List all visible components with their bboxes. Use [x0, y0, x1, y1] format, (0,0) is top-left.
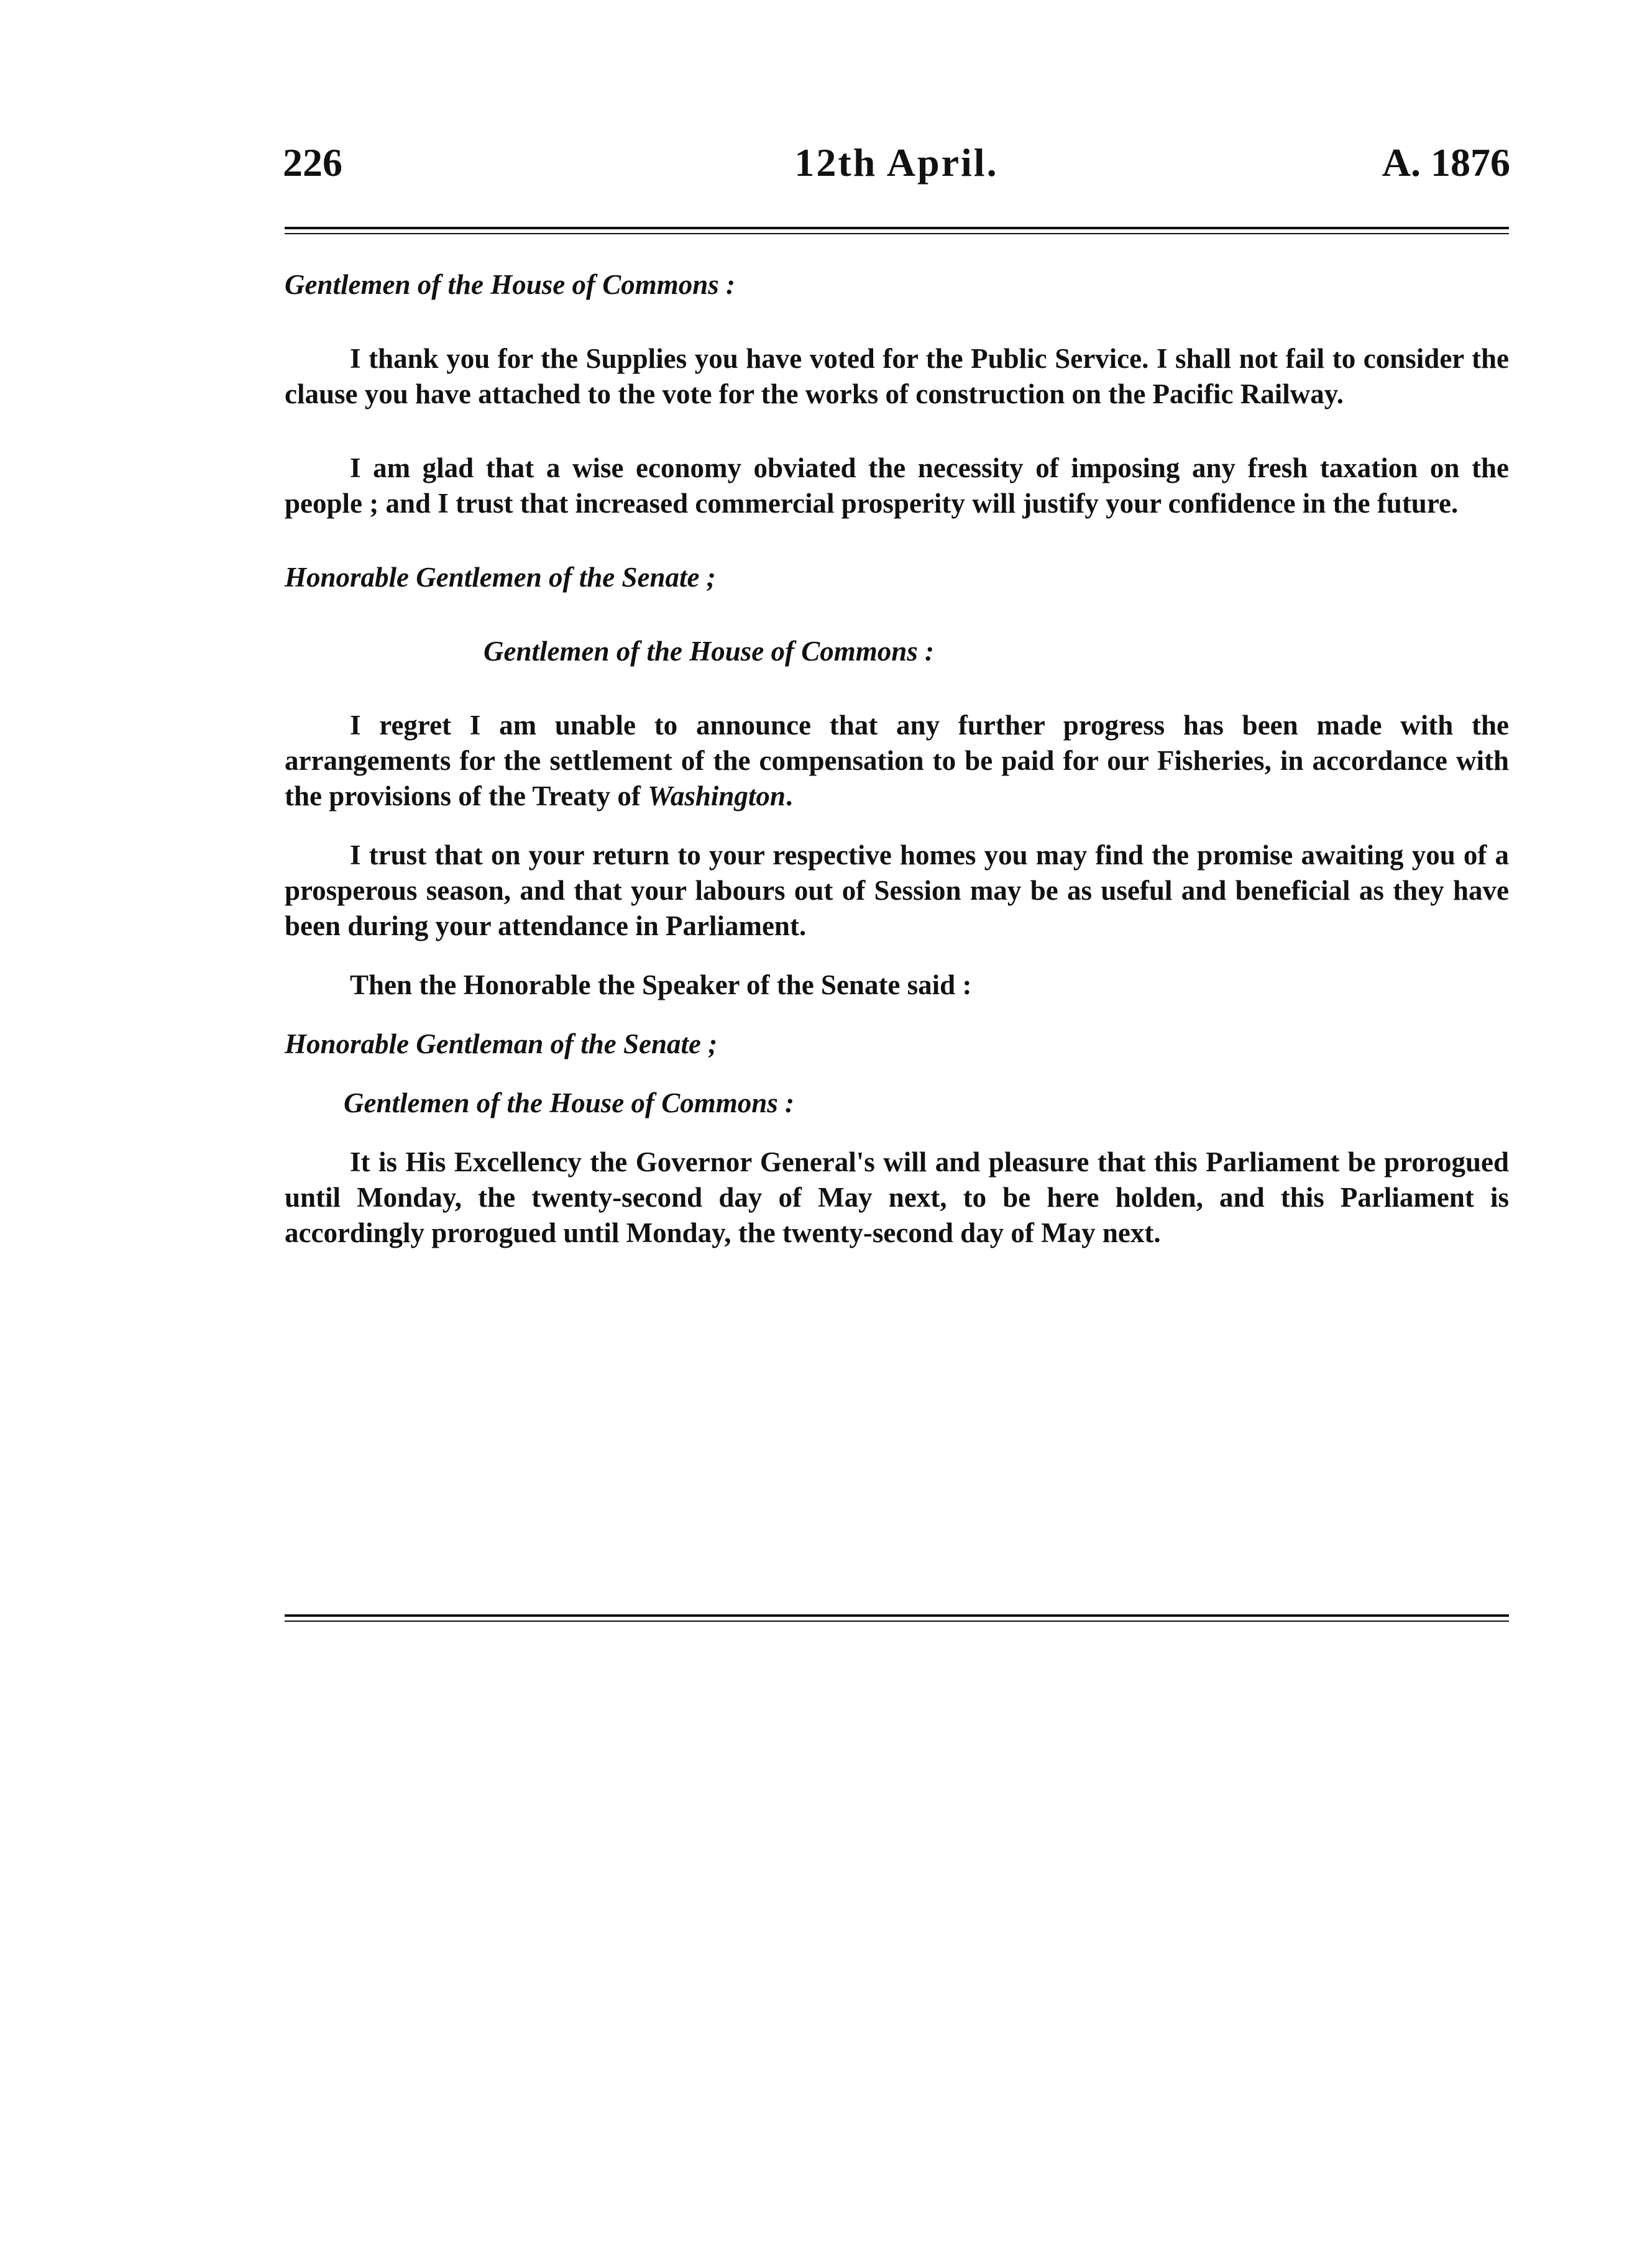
address-commons: Gentlemen of the House of Commons : — [344, 1087, 795, 1118]
running-header — [283, 140, 1510, 202]
header-date: 12th April. — [794, 140, 999, 185]
address-senate: Honorable Gentlemen of the Senate ; — [285, 562, 716, 593]
paragraph — [285, 708, 1509, 814]
paragraph: Then the Honorable the Speaker of the Senate said : — [350, 969, 972, 1000]
page-number: 226 — [283, 140, 342, 185]
treaty-name: Washington — [648, 780, 786, 812]
address-commons: Gentlemen of the House of Commons : — [484, 636, 935, 667]
paragraph: I thank you for the Supplies you have voted for the Public Service. I shall not fail to consider the clause you have attached to the vote for the works of construction on the Pacific Railway. — [285, 343, 1509, 409]
top-double-rule — [285, 227, 1509, 234]
paragraph: It is His Excellency the Governor General's will and pleasure that this Parliament be prorogued until Monday, the twenty-second day of May next, to be here holden, and this Parliament is accordingly prorogued until Monday, the twenty-second day of May next. — [285, 1146, 1509, 1248]
paragraph: I trust that on your return to your respective homes you may find the promise awaiting you of a prosperous season, and that your labours out of Session may be as useful and beneficial as they have been during your attendance in Parliament. — [285, 839, 1509, 941]
paragraph-text: I regret I am unable to announce that any further progress has been made with the arrangements for the settlement of the compensation to be paid for our Fisheries, in accordance with the provisions of the Treaty of — [285, 710, 1509, 812]
address-commons: Gentlemen of the House of Commons : — [285, 269, 736, 300]
document-body — [285, 267, 1509, 1251]
bottom-double-rule — [285, 1614, 1509, 1622]
header-year: A. 1876 — [1382, 140, 1510, 185]
paragraph-end: . — [785, 780, 793, 812]
paragraph: I am glad that a wise economy obviated the necessity of imposing any fresh taxation on the people ; and I trust that increased commercial prosperity will justify your confidence in the future. — [285, 452, 1509, 519]
address-senate: Honorable Gentleman of the Senate ; — [285, 1028, 718, 1059]
